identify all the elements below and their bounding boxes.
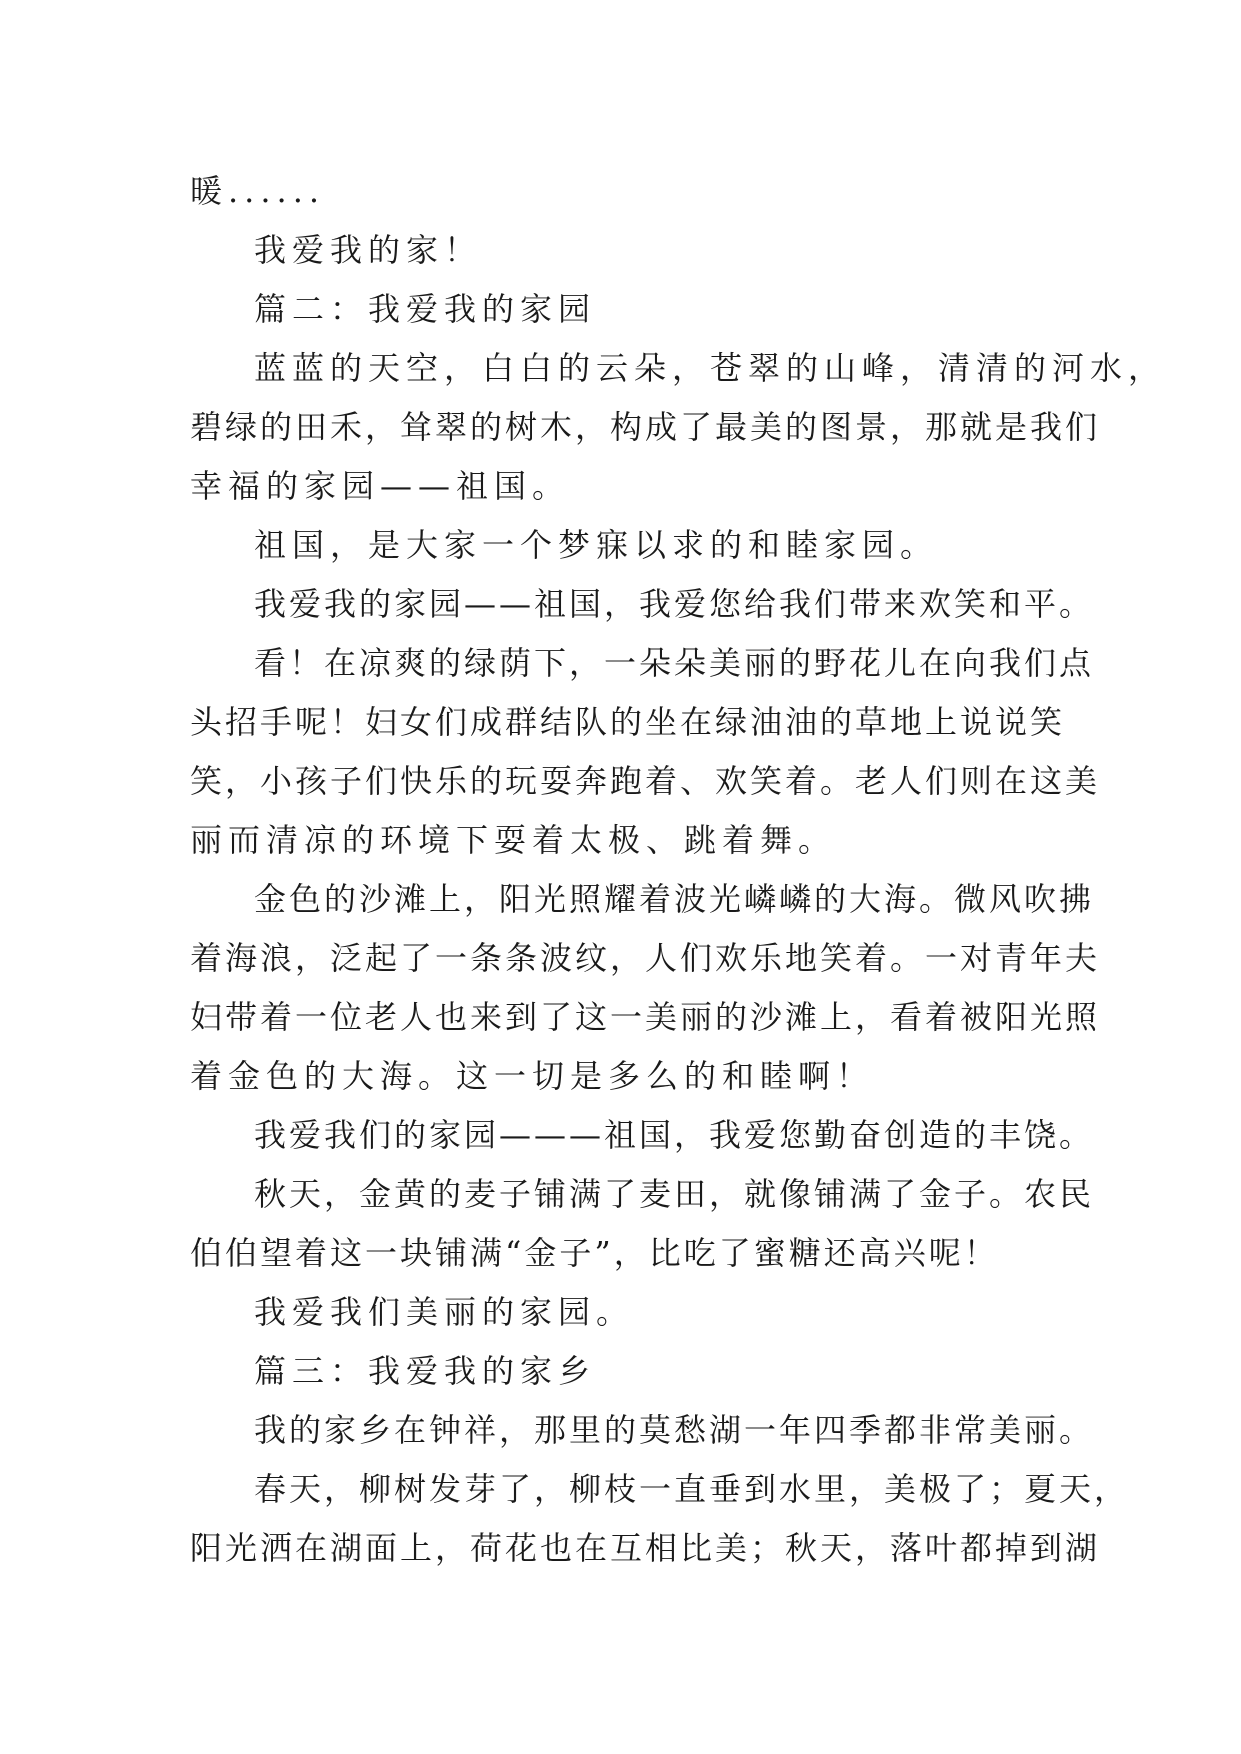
text-line: 着金色的大海。这一切是多么的和睦啊！ xyxy=(190,1057,875,1095)
text-line: 看！在凉爽的绿荫下，一朵朵美丽的野花儿在向我们点 xyxy=(254,644,1095,682)
text-line: 丽而清凉的环境下耍着太极、跳着舞。 xyxy=(190,821,837,859)
text-line: 笑，小孩子们快乐的玩耍奔跑着、欢笑着。老人们则在这美 xyxy=(190,762,1101,800)
text-line: 秋天，金黄的麦子铺满了麦田，就像铺满了金子。农民 xyxy=(254,1175,1095,1213)
text-line: 我爱我的家园——祖国，我爱您给我们带来欢笑和平。 xyxy=(254,585,1095,623)
document-body xyxy=(190,162,1167,1578)
text-line: 春天，柳树发芽了，柳枝一直垂到水里，美极了；夏天， xyxy=(254,1470,1130,1508)
text-line: 碧绿的田禾，耸翠的树木，构成了最美的图景，那就是我们 xyxy=(190,408,1101,446)
text-line: 蓝蓝的天空，白白的云朵，苍翠的山峰，清清的河水， xyxy=(254,349,1167,387)
text-line: 妇带着一位老人也来到了这一美丽的沙滩上，看着被阳光照 xyxy=(190,998,1101,1036)
text-line: 我爱我们的家园———祖国，我爱您勤奋创造的丰饶。 xyxy=(254,1116,1095,1154)
text-line: 头招手呢！妇女们成群结队的坐在绿油油的草地上说说笑 xyxy=(190,703,1066,741)
text-line: 金色的沙滩上，阳光照耀着波光嶙嶙的大海。微风吹拂 xyxy=(254,880,1095,918)
section-heading: 篇三：我爱我的家乡 xyxy=(254,1352,597,1390)
text-line: 我爱我的家！ xyxy=(254,231,483,269)
text-line: 阳光洒在湖面上，荷花也在互相比美；秋天，落叶都掉到湖 xyxy=(190,1529,1101,1567)
section-heading: 篇二：我爱我的家园 xyxy=(254,290,597,328)
text-line: 我的家乡在钟祥，那里的莫愁湖一年四季都非常美丽。 xyxy=(254,1411,1095,1449)
text-line: 祖国，是大家一个梦寐以求的和睦家园。 xyxy=(254,526,939,564)
text-line: 我爱我们美丽的家园。 xyxy=(254,1293,635,1331)
text-line: 着海浪，泛起了一条条波纹，人们欢乐地笑着。一对青年夫 xyxy=(190,939,1101,977)
text-line: 暖...... xyxy=(190,172,326,210)
text-line: 幸福的家园——祖国。 xyxy=(190,467,571,505)
text-line: 伯伯望着这一块铺满“金子”，比吃了蜜糖还高兴呢！ xyxy=(190,1234,999,1272)
